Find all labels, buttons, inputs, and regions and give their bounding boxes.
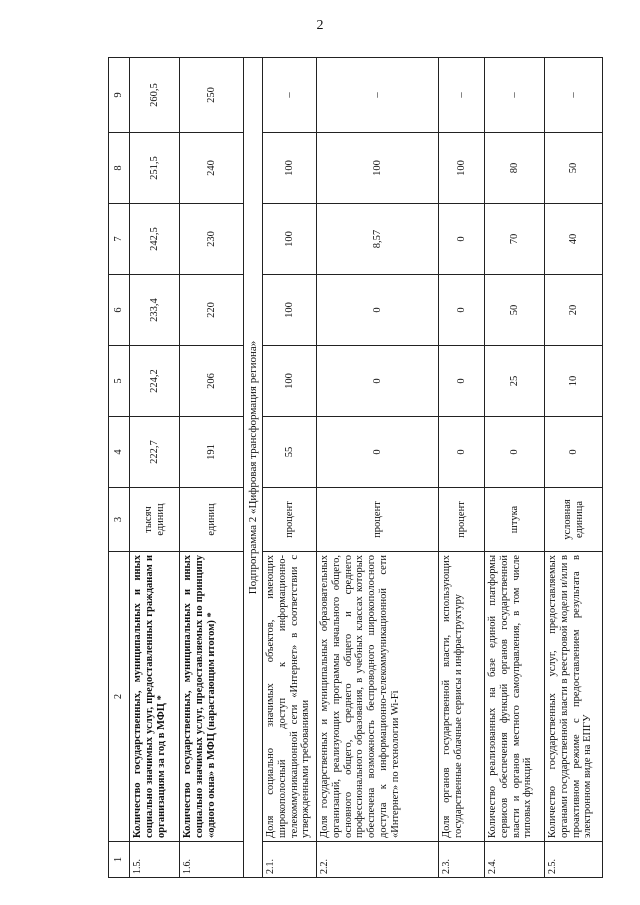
row-unit: тысяч единиц xyxy=(130,488,180,552)
row-value: 100 xyxy=(263,204,317,275)
row-value: 10 xyxy=(545,346,603,417)
row-index: 2.3. xyxy=(439,842,485,878)
row-value: 25 xyxy=(485,346,545,417)
row-value: 222,7 xyxy=(130,417,180,488)
table-row xyxy=(485,58,545,878)
row-value: 0 xyxy=(439,346,485,417)
subprogram-row xyxy=(244,58,263,878)
row-value: 100 xyxy=(263,346,317,417)
table-row xyxy=(439,58,485,878)
row-value: 50 xyxy=(545,133,603,204)
row-value: 240 xyxy=(180,133,244,204)
rotated-table-holder xyxy=(108,58,594,878)
row-value: 206 xyxy=(180,346,244,417)
row-value: 100 xyxy=(263,275,317,346)
row-description: Доля государственных и муниципальных образовательных организаций, реализующих программы начального общего, основного общего, среднего общего и среднего профессионального образования, в учебных классах которых обеспечена возможность беспроводного широкополосного доступа к информационно-телекоммуникационной сети «Интернет» по технологии Wi-Fi xyxy=(317,552,439,842)
row-unit: единиц xyxy=(180,488,244,552)
col-header: 2 xyxy=(109,552,130,842)
row-description: Количество государственных, муниципальных и иных социально значимых услуг, предоставляемых по принципу «одного окна» в МФЦ (нарастающим итогом) * xyxy=(180,552,244,842)
row-value: – xyxy=(439,58,485,133)
row-value: 50 xyxy=(485,275,545,346)
row-value: 100 xyxy=(439,133,485,204)
subprogram-title: Подпрограмма 2 «Цифровая трансформация региона» xyxy=(244,58,263,878)
row-index: 2.5. xyxy=(545,842,603,878)
row-value: 0 xyxy=(317,417,439,488)
row-unit: процент xyxy=(439,488,485,552)
row-description: Доля органов государственной власти, использующих государственные облачные сервисы и инфраструктуру xyxy=(439,552,485,842)
row-unit: процент xyxy=(317,488,439,552)
row-value: 224,2 xyxy=(130,346,180,417)
row-value: 80 xyxy=(485,133,545,204)
row-unit: условная единица xyxy=(545,488,603,552)
col-header: 8 xyxy=(109,133,130,204)
row-value: 55 xyxy=(263,417,317,488)
row-index: 2.4. xyxy=(485,842,545,878)
row-value: 20 xyxy=(545,275,603,346)
row-index: 2.2. xyxy=(317,842,439,878)
row-value: 0 xyxy=(317,275,439,346)
table-row xyxy=(317,58,439,878)
row-value: – xyxy=(485,58,545,133)
col-header: 4 xyxy=(109,417,130,488)
row-index: 1.6. xyxy=(180,842,244,878)
row-value: 40 xyxy=(545,204,603,275)
col-header: 3 xyxy=(109,488,130,552)
row-value: 100 xyxy=(263,133,317,204)
col-header: 7 xyxy=(109,204,130,275)
row-value: 0 xyxy=(439,204,485,275)
table-row xyxy=(180,58,244,878)
col-header: 1 xyxy=(109,842,130,878)
row-description: Доля социально значимых объектов, имеющих широкополосный доступ к информационно-телекоммуникационной сети «Интернет» в соответствии с утвержденными требованиями xyxy=(263,552,317,842)
row-description: Количество государственных услуг, предоставляемых органами государственной власти в реестровой модели и/или в проактивном режиме с предоставлением результата в электронном виде на ЕПГУ xyxy=(545,552,603,842)
indicators-table xyxy=(108,57,603,878)
rotated-table-frame xyxy=(108,58,594,878)
row-value: 191 xyxy=(180,417,244,488)
row-value: 70 xyxy=(485,204,545,275)
table-row xyxy=(263,58,317,878)
row-value: – xyxy=(545,58,603,133)
row-value: 242,5 xyxy=(130,204,180,275)
row-value: 220 xyxy=(180,275,244,346)
row-index: 2.1. xyxy=(263,842,317,878)
row-value: 8,57 xyxy=(317,204,439,275)
row-value: – xyxy=(317,58,439,133)
row-unit: процент xyxy=(263,488,317,552)
row-index: 1.5. xyxy=(130,842,180,878)
table-row xyxy=(545,58,603,878)
row-description: Количество реализованных на базе единой платформы сервисов обеспечения функций органов государственной власти и органов местного самоуправления, в том числе типовых функций xyxy=(485,552,545,842)
row-value: 230 xyxy=(180,204,244,275)
row-description: Количество государственных, муниципальных и иных социально значимых услуг, предоставленных гражданам и организациям за год в МФЦ * xyxy=(130,552,180,842)
row-value: – xyxy=(263,58,317,133)
table-row xyxy=(130,58,180,878)
row-value: 0 xyxy=(439,417,485,488)
row-value: 0 xyxy=(485,417,545,488)
row-value: 100 xyxy=(317,133,439,204)
row-value: 250 xyxy=(180,58,244,133)
col-header: 9 xyxy=(109,58,130,133)
row-value: 251,5 xyxy=(130,133,180,204)
col-header: 6 xyxy=(109,275,130,346)
row-value: 0 xyxy=(439,275,485,346)
page-number: 2 xyxy=(316,18,324,33)
row-value: 233,4 xyxy=(130,275,180,346)
row-value: 260,5 xyxy=(130,58,180,133)
row-value: 0 xyxy=(545,417,603,488)
row-unit: штука xyxy=(485,488,545,552)
col-header: 5 xyxy=(109,346,130,417)
column-number-row xyxy=(109,58,130,878)
row-value: 0 xyxy=(317,346,439,417)
